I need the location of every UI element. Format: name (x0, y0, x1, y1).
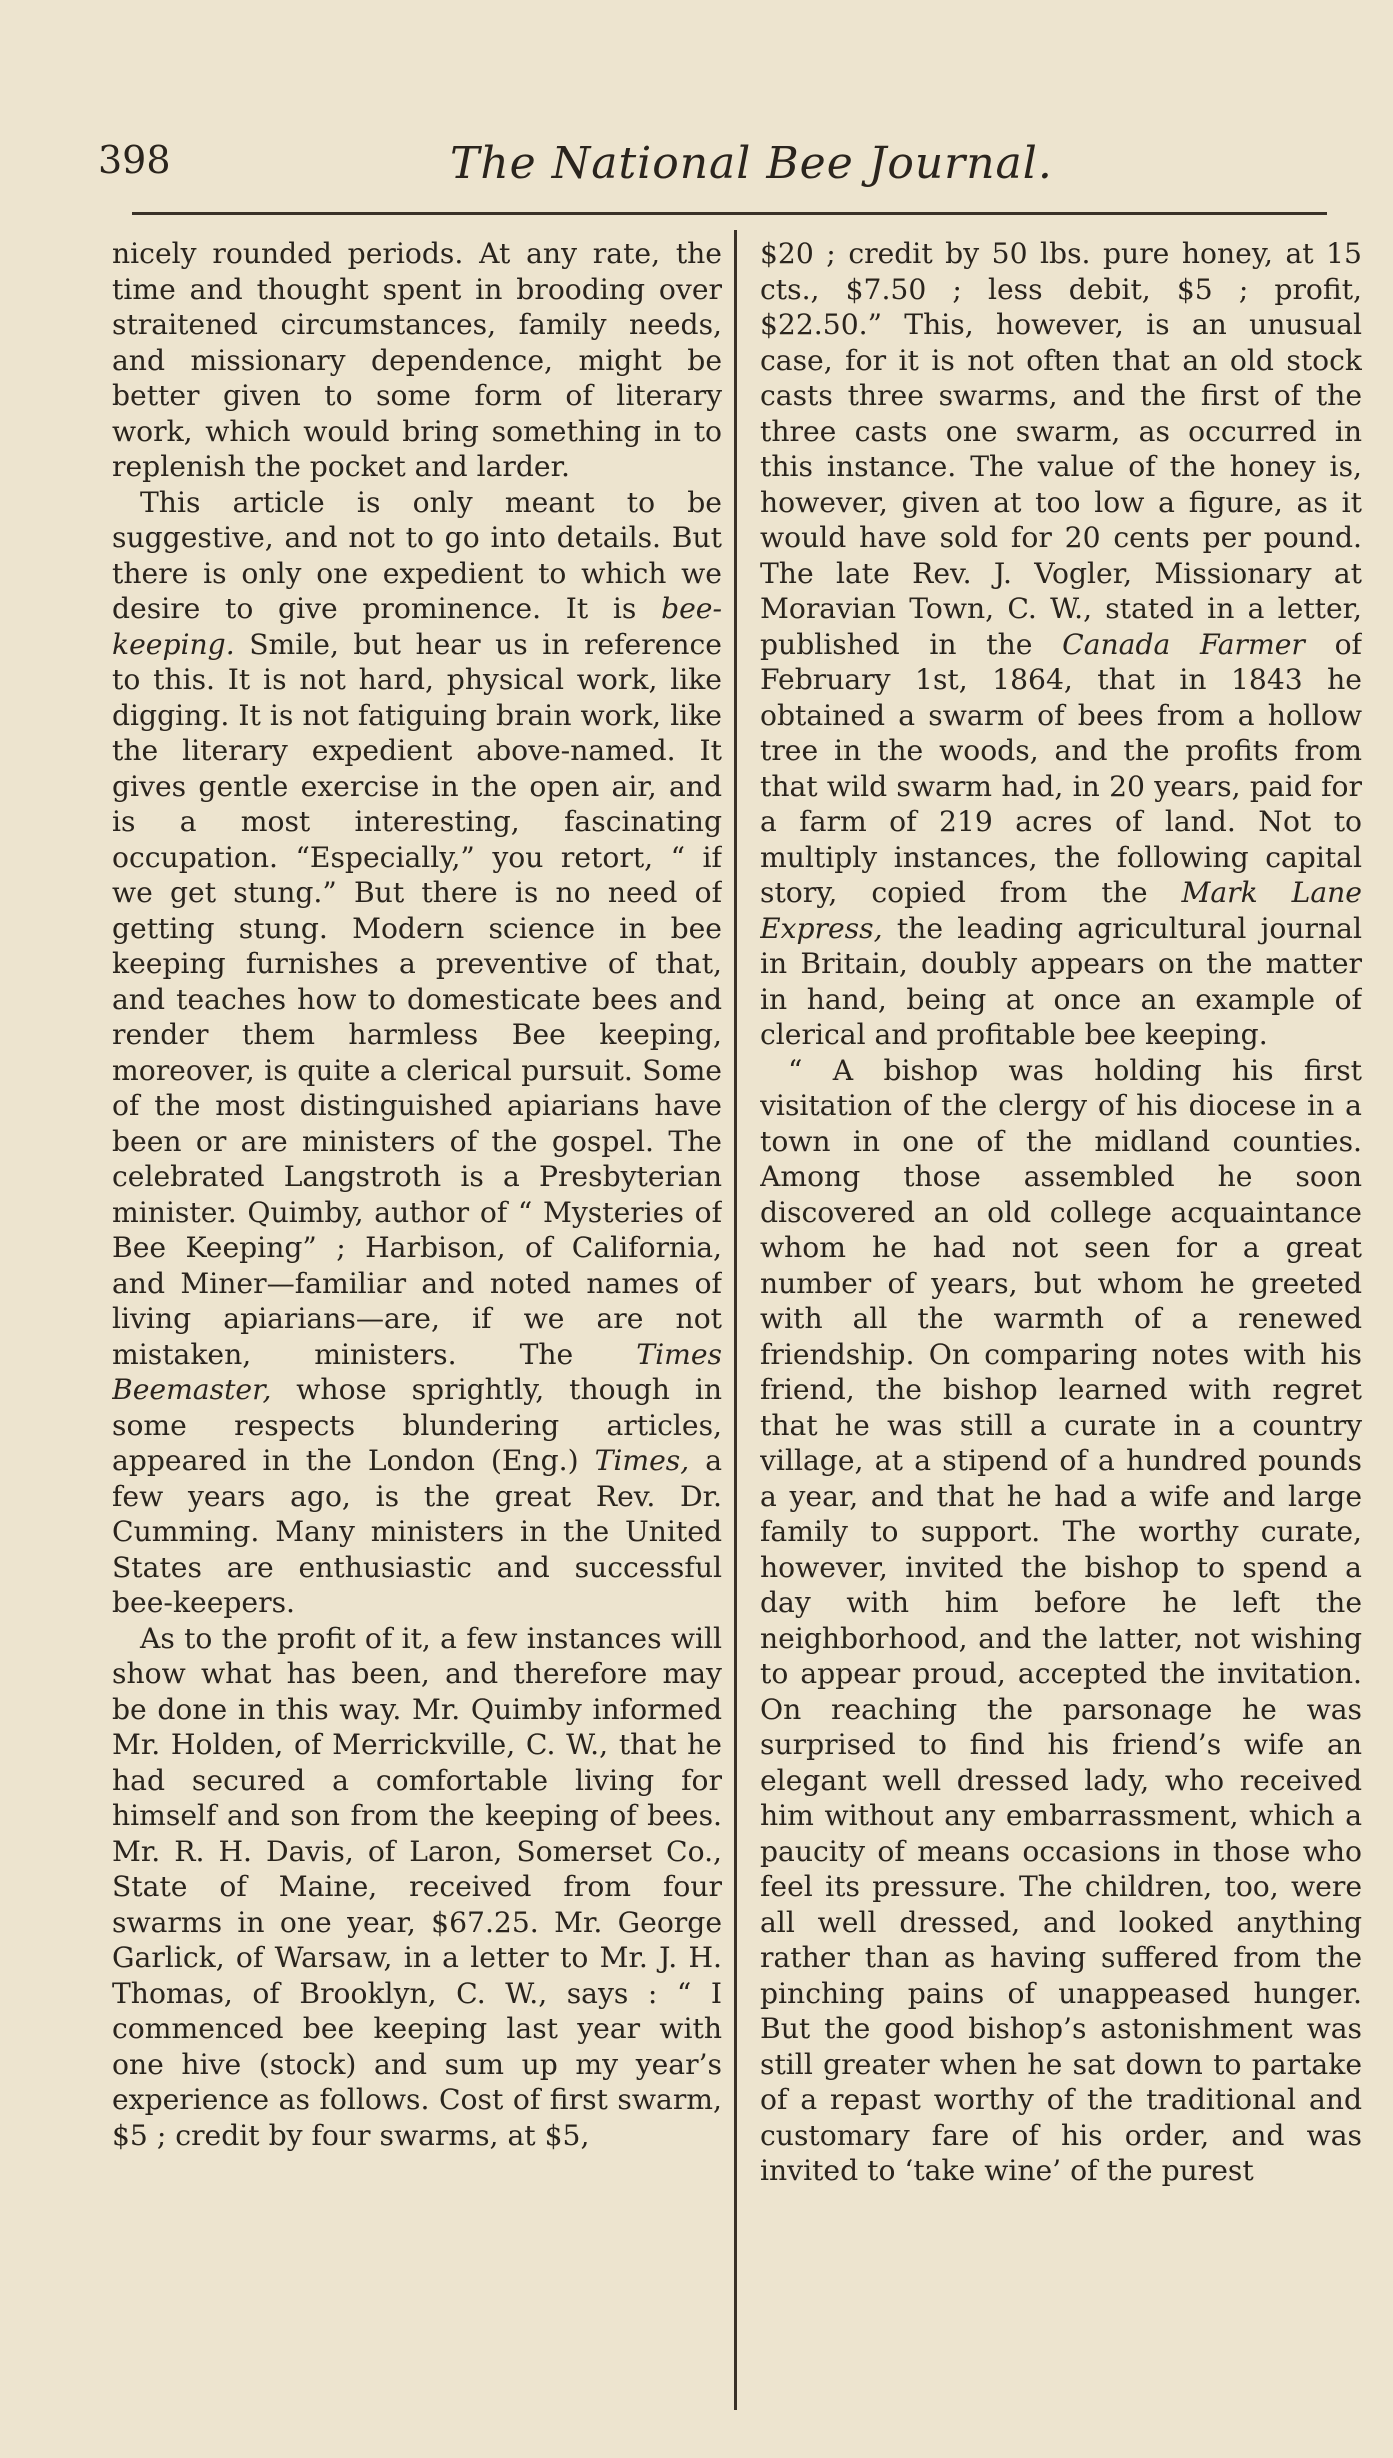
left-p2-emphasis-times-beemaster: Times Beemaster, (112, 1337, 722, 1406)
left-paragraph-3: As to the profit of it, a few instances will show what has been, and therefore may be done in this way. Mr. Quimby informed Mr. Holden, of Merrickville, C. W., that he had secured a comfortable living for himself and son from the keeping of bees. Mr. R. H. Davis, of Laron, Somerset Co., State of Maine, received from four swarms in one year, $67.25. Mr. George Garlick, of Warsaw, in a letter to Mr. J. H. Thomas, of Brooklyn, C. W., says : “ I commenced bee keeping last year with one hive (stock) and sum up my year’s experience as follows. Cost of first swarm, $5 ; credit by four swarms, at $5, (112, 1621, 722, 2152)
right-p1-emphasis-canada-farmer: Canada Farmer (1062, 627, 1305, 661)
page-header (98, 138, 1328, 194)
header-rule (132, 212, 1327, 215)
right-p1-emphasis-mark-lane-express: Mark Lane Express, (760, 876, 1362, 945)
left-paragraph-1: nicely rounded periods. At any rate, the time and thought spent in brooding over straitened circumstances, family needs, and missionary dependence, might be better given to some form of literary work, which would bring something in to replenish the pocket and larder. (112, 237, 722, 483)
left-column (112, 236, 722, 2406)
left-paragraph-2 (112, 485, 722, 1621)
left-p2-text-b: Smile, but hear us in reference to this. It is not hard, physical work, like digging. It is not fatiguing brain work, like the literary expedient above-named. It gives gentle exercise in the open air, and is a most interesting, fascinating occupation. “Especially,” you retort, “ if we get stung.” But there is no need of getting stung. Modern science in bee keeping furnishes a preventive of that, and teaches how to domesticate bees and render them harmless Bee keeping, moreover, is quite a clerical pursuit. Some of the most distinguished apiarians have been or are ministers of the gospel. The celebrated Langstroth is a Presbyterian minister. Quimby, author of “ Mysteries of Bee Keeping” ; Harbison, of California, and Miner—familiar and noted names of living apiarians—are, if we are not mistaken, ministers. The (112, 627, 722, 1371)
right-column (760, 236, 1362, 2406)
page-number: 398 (98, 138, 171, 182)
left-p2-emphasis-times: Times, (594, 1444, 690, 1477)
journal-title: The National Bee Journal. (450, 138, 1053, 189)
right-paragraph-2: “ A bishop was holding his first visitation of the clergy of his diocese in a town in one of the midland counties. Among those assembled he soon discovered an old college acquaintance whom he had not seen for a great number of years, but whom he greeted with all the warmth of a renewed friendship. On comparing notes with his friend, the bishop learned with regret that he was still a curate in a country village, at a stipend of a hundred pounds a year, and that he had a wife and large family to support. The worthy curate, however, invited the bishop to spend a day with him before he left the neighborhood, and the latter, not wishing to appear proud, accepted the invitation. On reaching the parsonage he was surprised to find his friend’s wife an elegant well dressed lady, who received him without any embarrassment, which a paucity of means occasions in those who feel its pressure. The children, too, were all well dressed, and looked anything rather than as having suffered from the pinching pains of unappeased hunger. But the good bishop’s astonishment was still greater when he sat down to partake of a repast worthy of the traditional and customary fare of his order, and was invited to ‘take wine’ of the purest (760, 1053, 1362, 2187)
left-p2-text-a: This article is only meant to be suggestive, and not to go into details. But there is only one expedient to which we desire to give prominence. It is (112, 485, 722, 625)
left-p2-text-d: a few years ago, is the great Rev. Dr. Cumming. Many ministers in the United States are enthusiastic and successful bee-keepers. (112, 1444, 722, 1619)
right-p1-text-c: the leading agricultural journal in Britain, doubly appears on the matter in hand, being at once an example of clerical and profitable bee keeping. (760, 911, 1362, 1051)
column-divider (734, 230, 737, 2410)
right-p1-text-b: of February 1st, 1864, that in 1843 he obtained a swarm of bees from a hollow tree in the woods, and the profits from that wild swarm had, in 20 years, paid for a farm of 219 acres of land. Not to multiply instances, the following capital story, copied from the (760, 627, 1362, 909)
right-p1-text-a: $20 ; credit by 50 lbs. pure honey, at 15 cts., $7.50 ; less debit, $5 ; profit, $22.50.” This, however, is an unusual case, for it is not often that an old stock casts three swarms, and the first of the three casts one swarm, as occurred in this instance. The value of the honey is, however, given at too low a figure, as it would have sold for 20 cents per pound. The late Rev. J. Vogler, Missionary at Moravian Town, C. W., stated in a letter, published in the (760, 237, 1362, 661)
left-p2-text-c: whose sprightly, though in some respects blundering articles, appeared in the London (Eng.) (112, 1373, 722, 1477)
right-paragraph-1 (760, 236, 1362, 1053)
left-p2-emphasis-bee-keeping: bee-keeping. (112, 592, 722, 661)
